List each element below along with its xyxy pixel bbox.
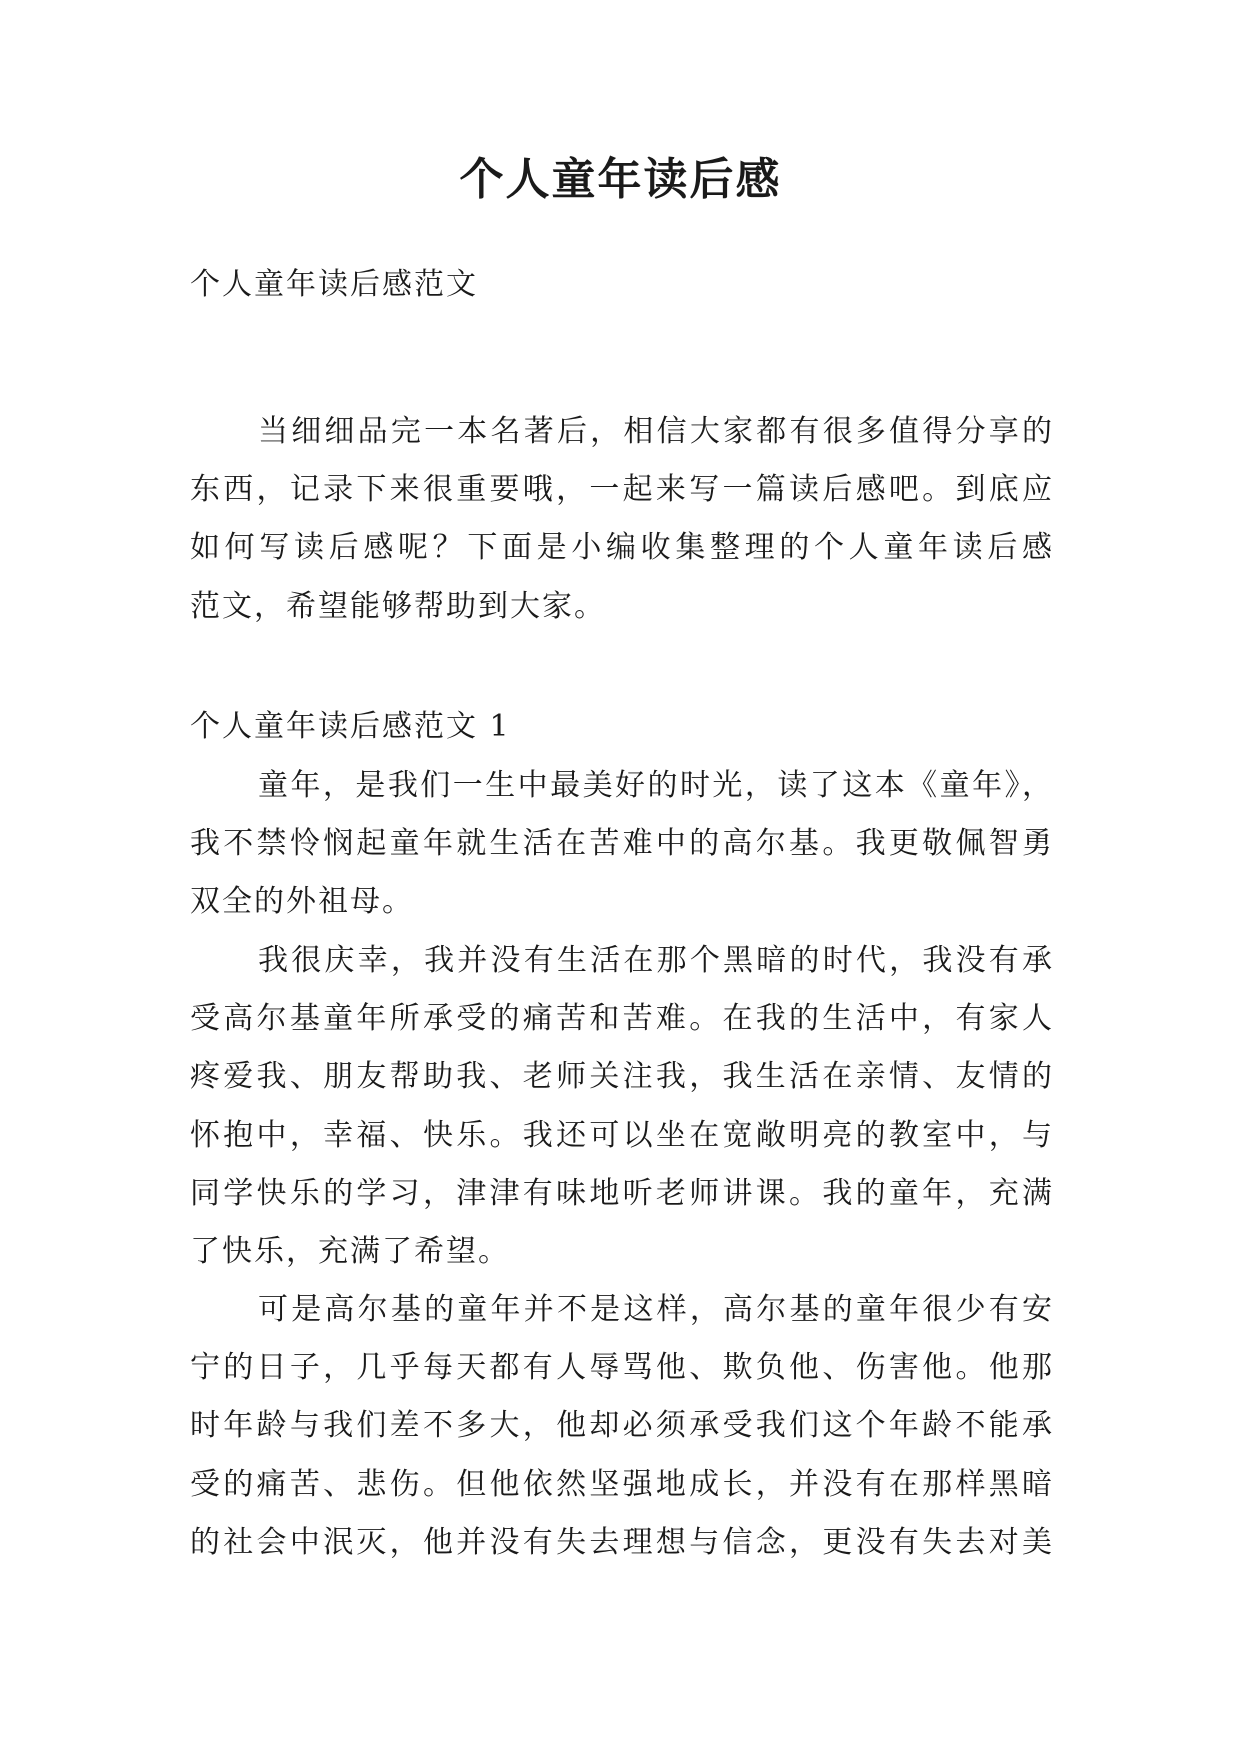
paragraph-line: 范文，希望能够帮助到大家。 (190, 588, 606, 624)
paragraph-line: 了快乐，充满了希望。 (190, 1233, 510, 1269)
intro-paragraph (190, 403, 1052, 636)
body-paragraph-1 (190, 757, 1052, 932)
section-heading: 个人童年读后感范文 1 (190, 709, 511, 744)
paragraph-line: 疼爱我、朋友帮助我、老师关注我，我生活在亲情、友情的 (190, 1059, 1052, 1095)
paragraph-line: 可是高尔基的童年并不是这样，高尔基的童年很少有安 (258, 1292, 1052, 1327)
paragraph-line: 当细细品完一本名著后，相信大家都有很多值得分享的 (258, 414, 1052, 449)
paragraph-line: 受的痛苦、悲伤。但他依然坚强地成长，并没有在那样黑暗 (190, 1466, 1052, 1502)
paragraph-line: 同学快乐的学习，津津有味地听老师讲课。我的童年，充满 (190, 1175, 1052, 1211)
paragraph-line: 我很庆幸，我并没有生活在那个黑暗的时代，我没有承 (258, 943, 1052, 978)
paragraph-line: 我不禁怜悯起童年就生活在苦难中的高尔基。我更敬佩智勇 (190, 826, 1052, 862)
paragraph-line: 时年龄与我们差不多大，他却必须承受我们这个年龄不能承 (190, 1408, 1052, 1444)
paragraph-line: 如何写读后感呢？下面是小编收集整理的个人童年读后感 (190, 530, 1052, 566)
body-paragraph-2 (190, 932, 1052, 1281)
document-title: 个人童年读后感 (459, 154, 782, 205)
paragraph-line: 的社会中泯灭，他并没有失去理想与信念，更没有失去对美 (190, 1524, 1052, 1560)
paragraph-line: 东西，记录下来很重要哦，一起来写一篇读后感吧。到底应 (190, 472, 1052, 508)
paragraph-line: 童年，是我们一生中最美好的时光，读了这本《童年》， (258, 768, 1052, 803)
paragraph-line: 怀抱中，幸福、快乐。我还可以坐在宽敞明亮的教室中，与 (190, 1117, 1052, 1153)
paragraph-line: 受高尔基童年所承受的痛苦和苦难。在我的生活中，有家人 (190, 1001, 1052, 1037)
paragraph-line: 宁的日子，几乎每天都有人辱骂他、欺负他、伤害他。他那 (190, 1350, 1052, 1386)
paragraph-line: 双全的外祖母。 (190, 884, 414, 920)
body-paragraph-3 (190, 1281, 1052, 1572)
document-subtitle: 个人童年读后感范文 (190, 267, 478, 302)
